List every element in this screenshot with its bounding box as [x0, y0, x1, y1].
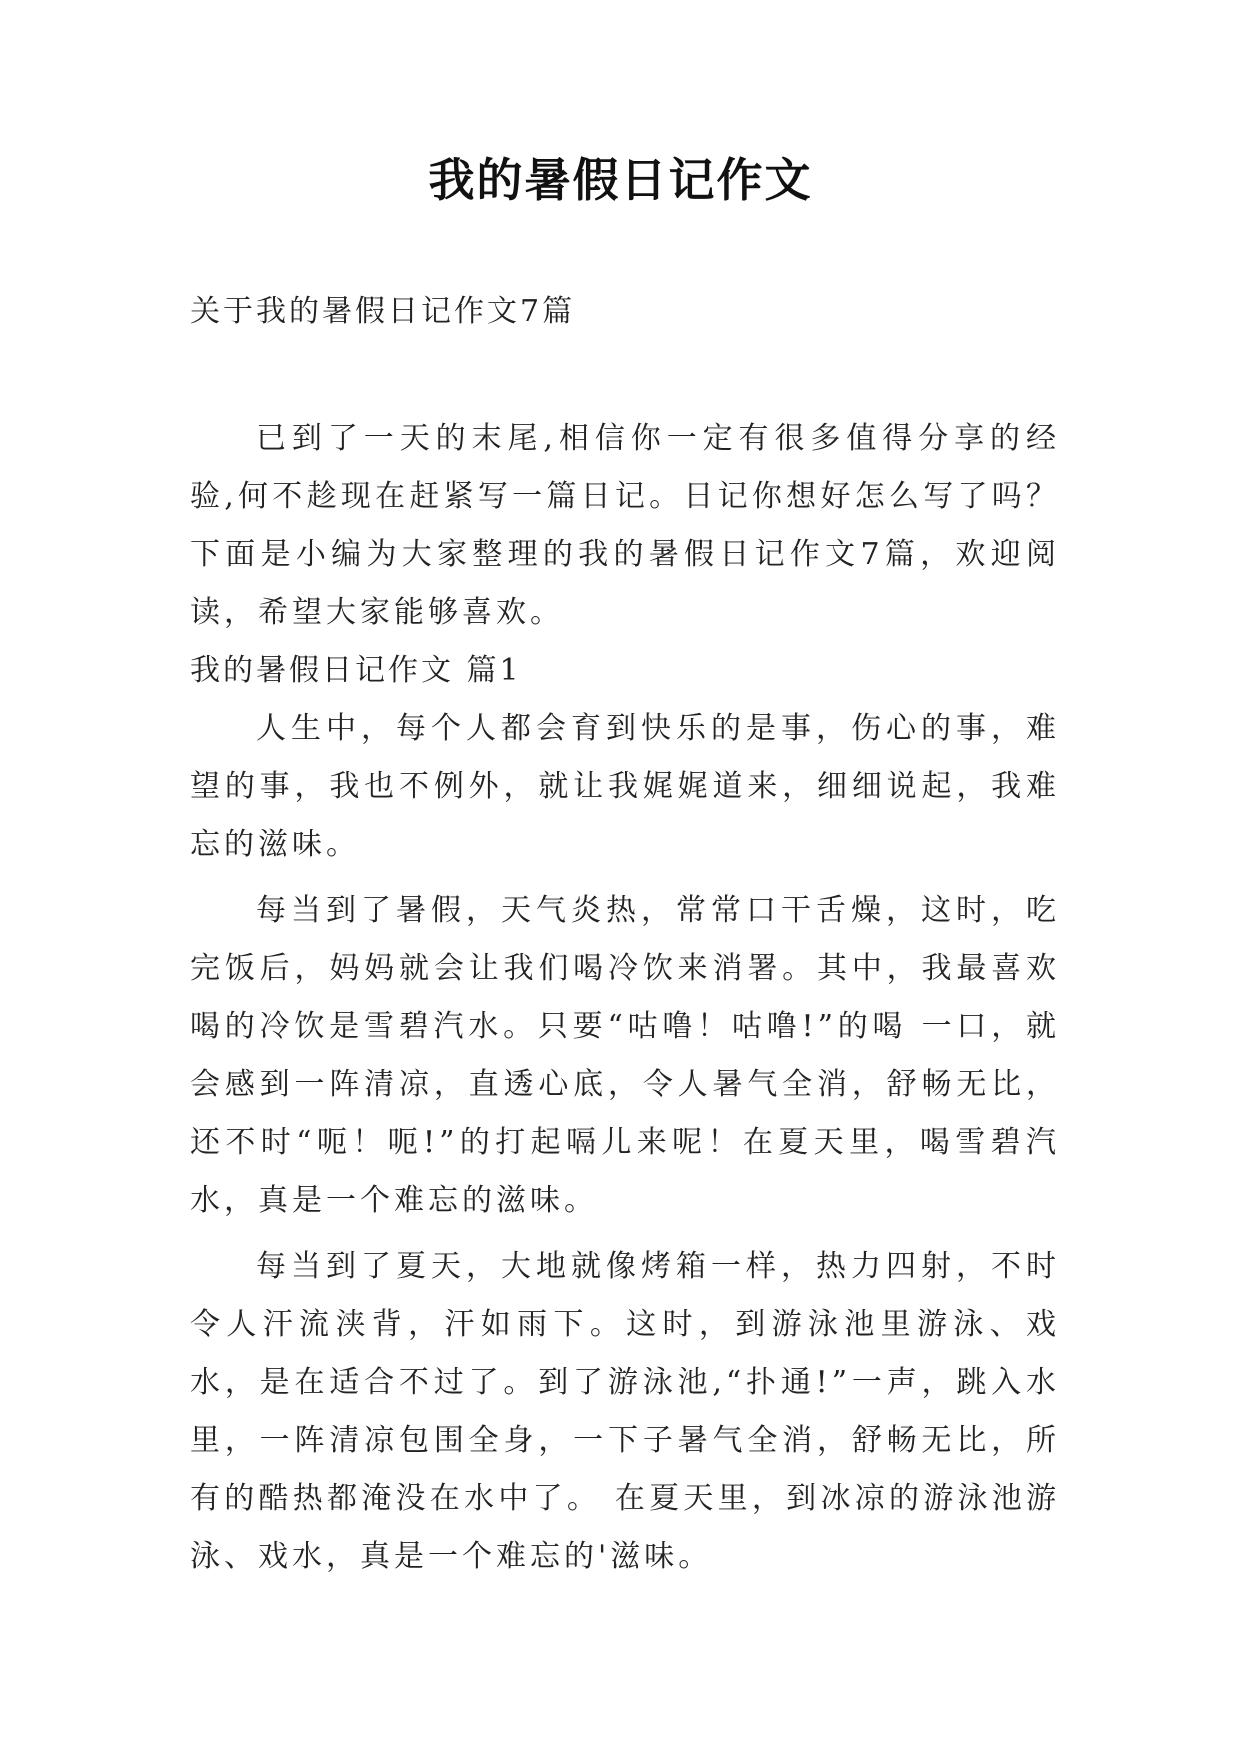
section-heading: 我的暑假日记作文 篇1 — [190, 653, 522, 688]
body-paragraph-1: 人生中，每个人都会育到快乐的是事，伤心的事，难望的事，我也不例外，就让我娓娓道来，细细说起，我难忘的滋味。 — [190, 711, 1060, 862]
document-body — [190, 410, 1060, 1586]
document-subtitle: 关于我的暑假日记作文7篇 — [190, 294, 576, 329]
intro-paragraph: 已到了一天的末尾,相信你一定有很多值得分享的经验,何不趁现在赶紧写一篇日记。日记你想好怎么写了吗？下面是小编为大家整理的我的暑假日记作文7篇，欢迎阅读，希望大家能够喜欢。 — [190, 421, 1060, 630]
page-title: 我的暑假日记作文 — [428, 153, 813, 207]
body-paragraph-2: 每当到了暑假，天气炎热，常常口干舌燥，这时，吃完饭后，妈妈就会让我们喝冷饮来消署。其中，我最喜欢喝的冷饮是雪碧汽水。只要“咕噜！咕噜!”的喝 一口，就会感到一阵清凉，直透心底，令人暑气全消，舒畅无比，还不时“呃！呃!”的打起嗝儿来呢！在夏天里，喝雪碧汽水，真是一个难忘的滋味。 — [190, 893, 1060, 1218]
body-paragraph-3: 每当到了夏天，大地就像烤箱一样，热力四射，不时令人汗流浃背，汗如雨下。这时，到游泳池里游泳、戏水，是在适合不过了。到了游泳池,“扑通!”一声，跳入水里，一阵清凉包围全身，一下子暑气全消，舒畅无比，所有的酷热都淹没在水中了。 在夏天里，到冰凉的游泳池游泳、戏水，真是一个难忘的'滋味。 — [190, 1249, 1060, 1574]
